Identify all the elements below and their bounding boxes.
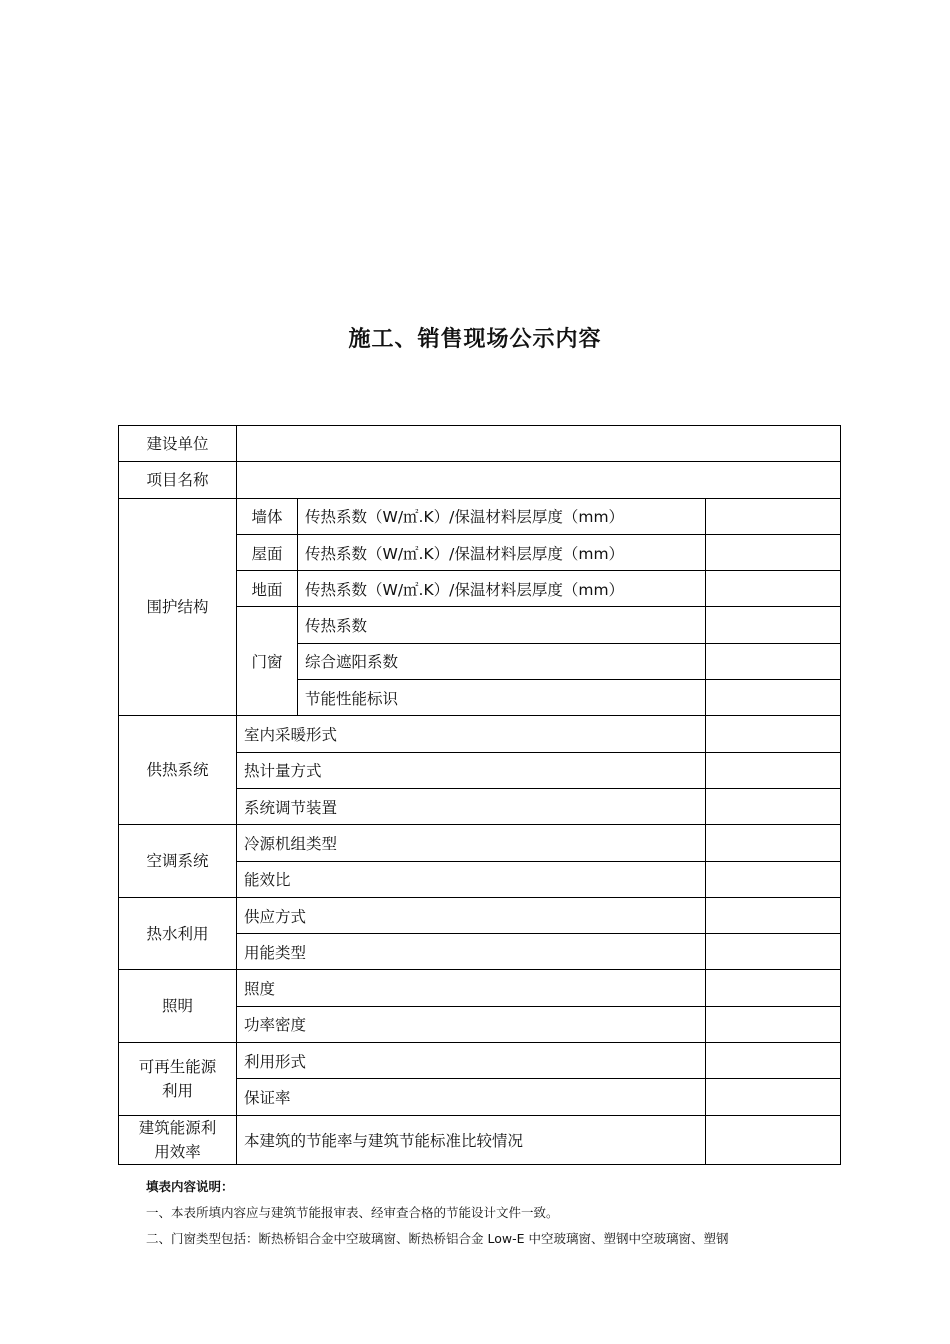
project-name-value[interactable]	[237, 462, 841, 498]
ac-item-value[interactable]	[706, 825, 841, 861]
efficiency-item-value[interactable]	[706, 1115, 841, 1164]
heating-item-value[interactable]	[706, 716, 841, 752]
window-shading-label: 综合遮阳系数	[298, 643, 706, 679]
hot-water-item-value[interactable]	[706, 897, 841, 933]
ac-item-label: 能效比	[237, 861, 706, 897]
efficiency-item-label: 本建筑的节能率与建筑节能标准比较情况	[237, 1115, 706, 1164]
lighting-item-label: 功率密度	[237, 1006, 706, 1042]
wall-thermal-label: 传热系数（W/㎡.K）/保温材料层厚度（mm）	[298, 498, 706, 534]
hot-water-item-label: 用能类型	[237, 934, 706, 970]
window-shading-value[interactable]	[706, 643, 841, 679]
lighting-category: 照明	[119, 970, 237, 1043]
table-row	[119, 498, 841, 534]
renewable-item-label: 利用形式	[237, 1043, 706, 1079]
hot-water-item-label: 供应方式	[237, 897, 706, 933]
envelope-category: 围护结构	[119, 498, 237, 716]
renewable-item-value[interactable]	[706, 1043, 841, 1079]
table-row	[119, 1043, 841, 1079]
table-row	[119, 970, 841, 1006]
page-title: 施工、销售现场公示内容	[348, 327, 602, 352]
construction-unit-label: 建设单位	[119, 426, 237, 462]
table-row	[119, 897, 841, 933]
window-heat-transfer-value[interactable]	[706, 607, 841, 643]
heating-item-label: 室内采暖形式	[237, 716, 706, 752]
heating-item-label: 系统调节装置	[237, 788, 706, 824]
notes-heading: 填表内容说明：	[146, 1179, 234, 1194]
efficiency-category-line1: 建筑能源利	[138, 1118, 217, 1137]
efficiency-category	[119, 1115, 237, 1164]
notes-line-1: 一、本表所填内容应与建筑节能报审表、经审查合格的节能设计文件一致。	[146, 1205, 559, 1220]
heating-item-value[interactable]	[706, 752, 841, 788]
floor-thermal-value[interactable]	[706, 571, 841, 607]
wall-label: 墙体	[237, 498, 298, 534]
roof-thermal-value[interactable]	[706, 534, 841, 570]
table-row	[119, 716, 841, 752]
renewable-category-line1: 可再生能源	[138, 1057, 217, 1076]
floor-thermal-label: 传热系数（W/㎡.K）/保温材料层厚度（mm）	[298, 571, 706, 607]
window-energy-label: 节能性能标识	[298, 680, 706, 716]
renewable-category	[119, 1043, 237, 1116]
hot-water-category: 热水利用	[119, 897, 237, 970]
ac-category: 空调系统	[119, 825, 237, 898]
renewable-item-value[interactable]	[706, 1079, 841, 1115]
window-energy-value[interactable]	[706, 680, 841, 716]
construction-unit-value[interactable]	[237, 426, 841, 462]
project-name-label: 项目名称	[119, 462, 237, 498]
heating-item-value[interactable]	[706, 788, 841, 824]
roof-label: 屋面	[237, 534, 298, 570]
heating-item-label: 热计量方式	[237, 752, 706, 788]
renewable-category-line2: 利用	[161, 1081, 193, 1100]
heating-category: 供热系统	[119, 716, 237, 825]
hot-water-item-value[interactable]	[706, 934, 841, 970]
form-notes	[146, 1174, 846, 1252]
ac-item-value[interactable]	[706, 861, 841, 897]
wall-thermal-value[interactable]	[706, 498, 841, 534]
table-row	[119, 825, 841, 861]
lighting-item-value[interactable]	[706, 970, 841, 1006]
renewable-item-label: 保证率	[237, 1079, 706, 1115]
window-heat-transfer-label: 传热系数	[298, 607, 706, 643]
lighting-item-label: 照度	[237, 970, 706, 1006]
notes-line-2: 二、门窗类型包括：断热桥铝合金中空玻璃窗、断热桥铝合金 Low-E 中空玻璃窗、塑钢中空玻璃窗、塑钢	[146, 1231, 729, 1246]
floor-label: 地面	[237, 571, 298, 607]
efficiency-category-line2: 用效率	[154, 1142, 201, 1161]
table-row	[119, 1115, 841, 1164]
table-row	[119, 426, 841, 462]
window-label: 门窗	[237, 607, 298, 716]
lighting-item-value[interactable]	[706, 1006, 841, 1042]
roof-thermal-label: 传热系数（W/㎡.K）/保温材料层厚度（mm）	[298, 534, 706, 570]
disclosure-table	[118, 425, 841, 1165]
ac-item-label: 冷源机组类型	[237, 825, 706, 861]
table-row	[119, 462, 841, 498]
